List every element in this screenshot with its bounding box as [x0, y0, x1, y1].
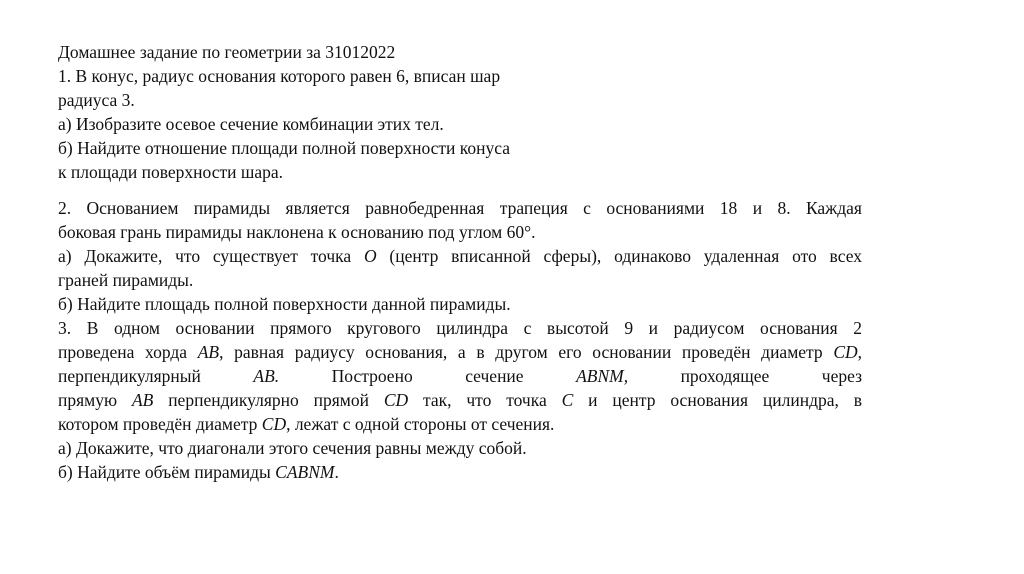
- task3-l4-text: прямую: [58, 390, 132, 410]
- diameter-cd-label: CD: [383, 390, 409, 410]
- task3-part-b: [58, 460, 862, 484]
- diameter-cd-label: CD: [833, 342, 858, 362]
- task2-a-text: а) Докажите, что существует точка: [58, 246, 364, 266]
- task1-block: [58, 40, 568, 184]
- task3-text-line2: [58, 340, 862, 364]
- section-abnm-label: ABNM,: [576, 366, 629, 386]
- task2-part-a-line2: граней пирамиды.: [58, 270, 194, 290]
- task3-l3-word: перпендикулярный: [58, 366, 201, 386]
- point-c-label: C: [561, 390, 574, 410]
- task3-l4-text-mid: перпендикулярно прямой: [153, 390, 384, 410]
- task3-l4-text-end: и центр основания цилиндра, в: [573, 390, 863, 410]
- task3-l3-word: сечение: [465, 366, 524, 386]
- task3-l3-word: через: [821, 366, 862, 386]
- pyramid-cabnm-label: CABNM: [275, 462, 335, 482]
- task2-text-line1: 2. Основанием пирамиды является равнобедренная трапеция с основаниями 18 и 8. Каждая: [58, 198, 862, 218]
- task1-text-line1: 1. В конус, радиус основания которого равен 6, вписан шар: [58, 66, 501, 86]
- task3-l2-text-mid: , равная радиусу основания, а в другом его основании проведён диаметр: [219, 342, 834, 362]
- chord-ab-label: AB.: [253, 366, 280, 386]
- task3-b-text: б) Найдите объём пирамиды: [58, 462, 276, 482]
- task3-l3-word: Построено: [331, 366, 413, 386]
- task2-part-b: б) Найдите площадь полной поверхности данной пирамиды.: [58, 294, 511, 314]
- task3-l5-text: котором проведён диаметр: [58, 414, 262, 434]
- task3-l5-text-end: , лежат с одной стороны от сечения.: [286, 414, 555, 434]
- task3-l3-word: проходящее: [680, 366, 770, 386]
- task3-text-line4: [58, 388, 862, 412]
- tasks-2-3-block: [58, 196, 862, 484]
- task2-a-text-cont: (центр вписанной сферы), одинаково удаленная ото всех: [376, 246, 862, 266]
- task1-part-a: а) Изобразите осевое сечение комбинации этих тел.: [58, 114, 444, 134]
- task2-part-a-line1: [58, 244, 862, 268]
- task1-part-b-line1: б) Найдите отношение площади полной поверхности конуса: [58, 138, 511, 158]
- task3-text-line1: 3. В одном основании прямого кругового цилиндра с высотой 9 и радиусом основания 2: [58, 318, 862, 338]
- task3-l4-text-mid2: так, что точка: [408, 390, 562, 410]
- chord-ab-label: AB: [197, 342, 220, 362]
- point-o-label: O: [363, 246, 377, 266]
- task3-text-line3: [58, 364, 862, 388]
- task3-l2-text: проведена хорда: [58, 342, 198, 362]
- task3-text-line5: [58, 412, 862, 436]
- diameter-cd-label: CD: [261, 414, 287, 434]
- document-title: Домашнее задание по геометрии за 31012022: [58, 42, 396, 62]
- task1-text-line2: радиуса 3.: [58, 90, 135, 110]
- chord-ab-label: AB: [131, 390, 154, 410]
- task3-l2-text-end: ,: [857, 342, 862, 362]
- task3-part-a: а) Докажите, что диагонали этого сечения равны между собой.: [58, 438, 527, 458]
- task3-b-text-end: .: [334, 462, 339, 482]
- task1-part-b-line2: к площади поверхности шара.: [58, 162, 283, 182]
- task2-text-line2: боковая грань пирамиды наклонена к основанию под углом 60°.: [58, 222, 536, 242]
